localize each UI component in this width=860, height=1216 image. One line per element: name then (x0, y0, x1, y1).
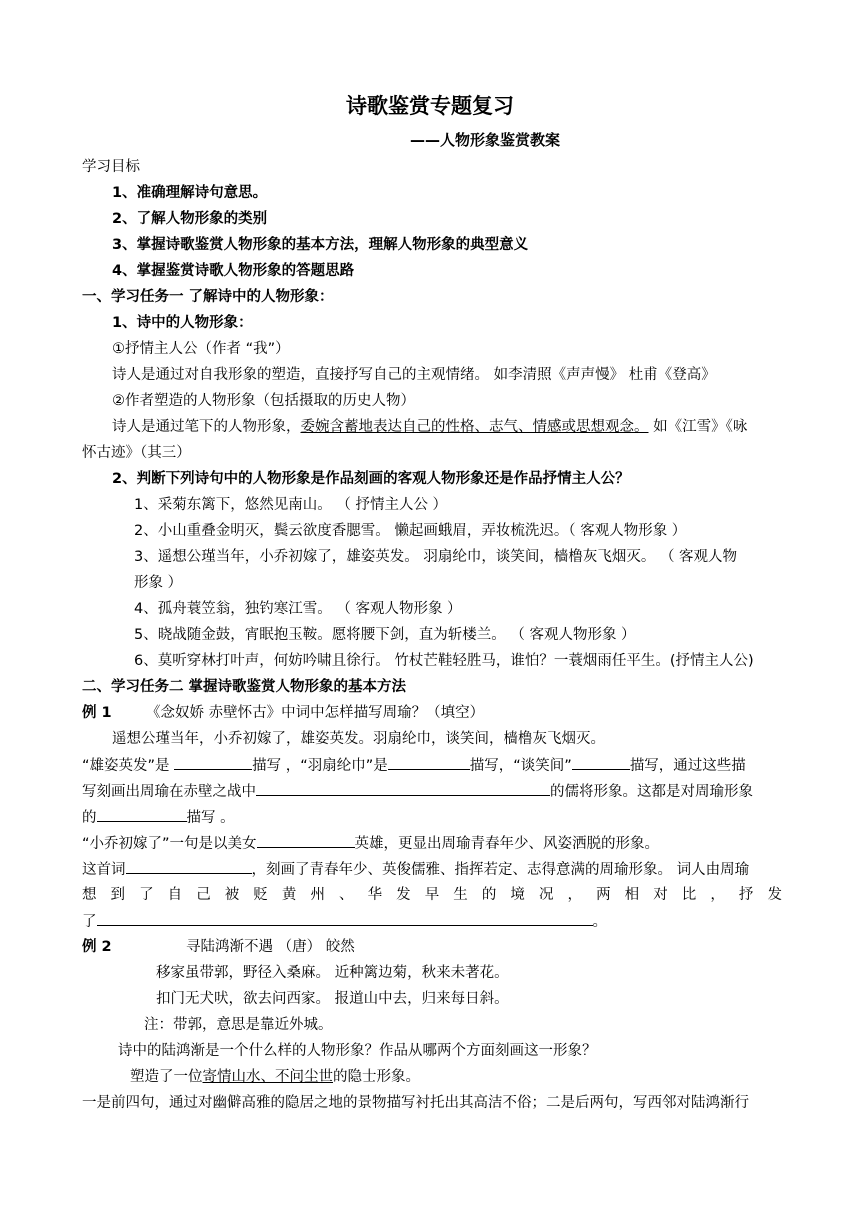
page-title: 诗歌鉴赏专题复习 (346, 94, 514, 118)
goal-item: 2、了解人物形象的类别 (112, 211, 268, 227)
fill-line: 这首词 ，刻画了青春年少、英俊儒雅、指挥若定、志得意满的周瑜形象。 词人由周瑜 (82, 859, 749, 880)
example2-answer: 塑造了一位寄情山水、不问尘世的隐士形象。 (130, 1069, 420, 1085)
fill-line: 写刻画出周瑜在赤壁之战中 的儒将形象。这都是对周瑜形象 (82, 781, 753, 802)
fill-line: “小乔初嫁了”一句是以美女 英雄，更显出周瑜青春年少、风姿洒脱的形象。 (82, 833, 659, 854)
example1-label: 例 1 (82, 705, 112, 721)
task1-subheading-2: 2、判断下列诗句中的人物形象是作品刻画的客观人物形象还是作品抒情主人公？ (112, 471, 630, 487)
fill-line: 的 描写 。 (82, 807, 235, 828)
page-subtitle: ——人物形象鉴赏教案 (410, 131, 561, 149)
underlined-text: 委婉含蓄地表达自己的性格、志气、情感或思想观念。 (300, 419, 649, 435)
underlined-text: 寄情山水、不问尘世 (202, 1069, 333, 1085)
fill-blank[interactable] (97, 807, 187, 822)
type2-description-cont: 怀古迹》（其三） (82, 445, 191, 461)
poem-title: 寻陆鸿渐不遇 （唐） 皎然 (186, 939, 355, 955)
fill-line: 了 。 (82, 911, 607, 932)
goal-item: 1、准确理解诗句意思。 (112, 185, 268, 201)
example1-text: 遥想公瑾当年，小乔初嫁了，雄姿英发。羽扇纶巾，谈笑间，樯橹灰飞烟灭。 (112, 731, 605, 747)
example2-question: 诗中的陆鸿渐是一个什么样的人物形象？作品从哪两个方面刻画这一形象？ (118, 1043, 597, 1059)
judge-item: 4、孤舟蓑笠翁，独钓寒江雪。 （ 客观人物形象 ） (134, 601, 462, 617)
fill-line: 想 到 了 自 己 被 贬 黄 州 、 华 发 早 生 的 境 况 ， 两 相 对 比 ， 抒 发 (82, 887, 782, 903)
goals-heading: 学习目标 (82, 159, 140, 175)
fill-blank[interactable] (97, 911, 593, 926)
judge-item: 1、采菊东篱下，悠然见南山。 （ 抒情主人公 ） (134, 497, 448, 513)
task1-subheading: 1、诗中的人物形象： (112, 315, 253, 331)
fill-blank[interactable] (572, 755, 630, 770)
judge-item: 5、晓战随金鼓，宵眠抱玉鞍。愿将腰下剑，直为斩楼兰。 （ 客观人物形象 ） (134, 627, 636, 643)
type1-label: ①抒情主人公（作者 “我”） (112, 341, 290, 357)
type1-description: 诗人是通过对自我形象的塑造，直接抒写自己的主观情绪。 如李清照《声声慢》 杜甫《登高》 (112, 367, 716, 383)
poem-note: 注：带郭，意思是靠近外城。 (144, 1017, 333, 1033)
judge-item: 2、小山重叠金明灭，鬓云欲度香腮雪。 懒起画蛾眉，弄妆梳洗迟。（ 客观人物形象 ） (134, 523, 687, 539)
fill-blank[interactable] (174, 755, 252, 770)
poem-line: 扣门无犬吠，欲去问西家。 报道山中去，归来每日斜。 (156, 991, 509, 1007)
goal-item: 4、掌握鉴赏诗歌人物形象的答题思路 (112, 263, 355, 279)
poem-line: 移家虽带郭，野径入桑麻。 近种篱边菊，秋来未著花。 (156, 965, 509, 981)
fill-line: “雄姿英发”是 描写 ，“羽扇纶巾”是 描写，“谈笑间” 描写，通过这些描 (82, 755, 746, 776)
judge-item-cont: 形象 ） (134, 575, 183, 591)
fill-blank[interactable] (126, 859, 252, 874)
fill-blank[interactable] (256, 781, 550, 796)
example1-question: 《念奴娇 赤壁怀古》中词中怎样描写周瑜？（填空） (146, 705, 485, 721)
goal-item: 3、掌握诗歌鉴赏人物形象的基本方法，理解人物形象的典型意义 (112, 237, 529, 253)
fill-blank[interactable] (388, 755, 470, 770)
example2-analysis: 一是前四句，通过对幽僻高雅的隐居之地的景物描写衬托出其高洁不俗；二是后两句，写西邻对陆鸿渐行 (82, 1095, 749, 1111)
example2-label: 例 2 (82, 939, 112, 955)
fill-blank[interactable] (257, 833, 355, 848)
task2-heading: 二、学习任务二 掌握诗歌鉴赏人物形象的基本方法 (82, 679, 407, 695)
judge-item: 6、莫听穿林打叶声，何妨吟啸且徐行。 竹杖芒鞋轻胜马，谁怕？一蓑烟雨任平生。(抒情主人公) (134, 653, 754, 669)
type2-label: ②作者塑造的人物形象（包括摄取的历史人物） (112, 393, 415, 409)
task1-heading: 一、学习任务一 了解诗中的人物形象： (82, 289, 334, 305)
judge-item: 3、遥想公瑾当年，小乔初嫁了，雄姿英发。 羽扇纶巾，谈笑间，樯橹灰飞烟灭。 （ 客观人物 (134, 549, 738, 565)
type2-description: 诗人是通过笔下的人物形象，委婉含蓄地表达自己的性格、志气、情感或思想观念。 如《江雪》《咏 (112, 419, 748, 435)
